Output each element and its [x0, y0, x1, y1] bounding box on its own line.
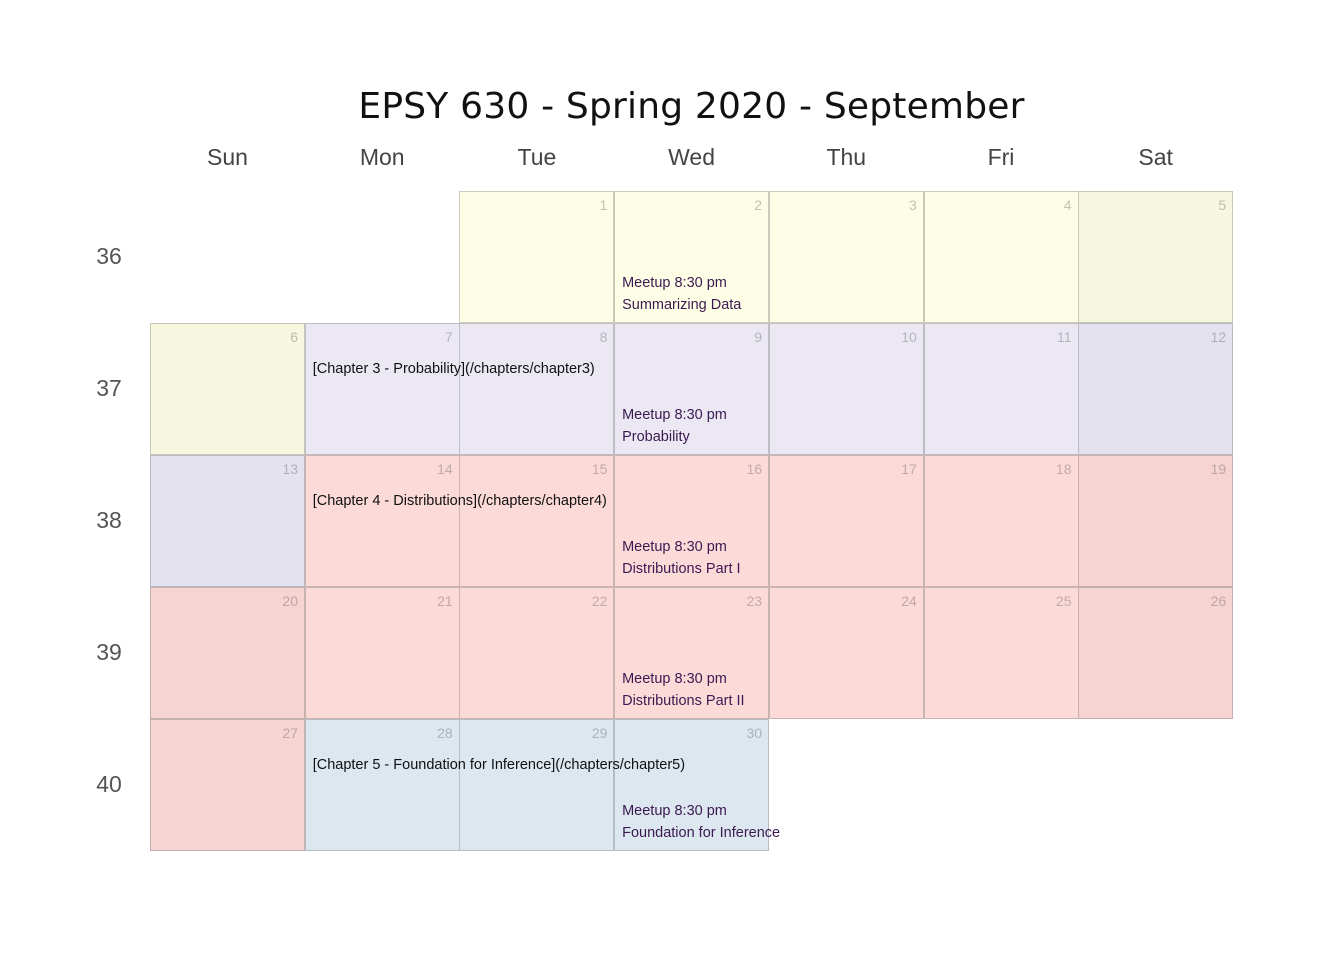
day-cell[interactable]: [924, 323, 1079, 455]
day-cell[interactable]: [305, 323, 460, 455]
day-number: 8: [599, 329, 608, 345]
day-number: 29: [591, 725, 608, 741]
day-cell[interactable]: [305, 719, 460, 851]
day-number: 23: [746, 593, 763, 609]
day-cell[interactable]: [150, 455, 305, 587]
day-number: 24: [901, 593, 917, 609]
day-number: 14: [437, 461, 453, 477]
meetup-topic: Probability: [622, 429, 690, 445]
meetup-time: Meetup 8:30 pm: [622, 539, 727, 555]
day-cell[interactable]: [150, 587, 305, 719]
week-number: 37: [96, 375, 122, 401]
chapter-link[interactable]: [Chapter 4 - Distributions](/chapters/chapter4): [312, 493, 607, 509]
day-cell[interactable]: [305, 455, 460, 587]
day-number: 11: [1056, 329, 1072, 345]
week-number: 40: [96, 771, 122, 797]
day-number: 6: [290, 329, 298, 345]
weekday-header-sat: Sat: [1138, 144, 1173, 170]
day-cell[interactable]: [459, 323, 614, 455]
week-number: 36: [96, 243, 122, 269]
day-number: 26: [1210, 593, 1227, 609]
day-number: 22: [591, 593, 608, 609]
week-number: 39: [96, 639, 122, 665]
weekday-header-thu: Thu: [826, 144, 867, 170]
day-number: 30: [746, 725, 763, 741]
day-number: 1: [599, 197, 608, 213]
day-number: 9: [754, 329, 763, 345]
day-number: 17: [901, 461, 917, 477]
weekday-header-sun: Sun: [207, 144, 248, 170]
meetup-topic: Summarizing Data: [622, 297, 742, 313]
day-number: 10: [901, 329, 917, 345]
day-cell[interactable]: [459, 455, 614, 587]
day-cell[interactable]: [305, 587, 460, 719]
meetup-event[interactable]: [622, 668, 745, 712]
meetup-time: Meetup 8:30 pm: [622, 671, 727, 687]
weekday-header-wed: Wed: [668, 144, 716, 170]
day-cell[interactable]: [150, 719, 305, 851]
chapter-link[interactable]: [Chapter 3 - Probability](/chapters/chapter3): [312, 361, 595, 377]
meetup-time: Meetup 8:30 pm: [622, 407, 727, 423]
weekday-header-tue: Tue: [517, 144, 557, 170]
meetup-time: Meetup 8:30 pm: [622, 803, 727, 819]
day-number: 2: [754, 197, 763, 213]
day-number: 21: [437, 593, 453, 609]
chapter-link[interactable]: [Chapter 5 - Foundation for Inference](/chapters/chapter5): [312, 757, 686, 773]
day-number: 3: [909, 197, 917, 213]
meetup-time: Meetup 8:30 pm: [622, 275, 727, 291]
meetup-topic: Foundation for Inference: [622, 825, 781, 841]
day-number: 27: [282, 725, 298, 741]
meetup-topic: Distributions Part II: [622, 693, 745, 709]
weekday-header-fri: Fri: [987, 144, 1015, 170]
day-cell[interactable]: [1078, 455, 1233, 587]
day-cell[interactable]: [459, 719, 614, 851]
day-number: 12: [1210, 329, 1227, 345]
meetup-event[interactable]: [622, 272, 741, 316]
calendar-title: EPSY 630 - Spring 2020 - September: [358, 86, 1025, 127]
day-cell[interactable]: [150, 323, 305, 455]
weekday-header-mon: Mon: [359, 144, 405, 170]
meetup-event[interactable]: [622, 536, 740, 580]
day-cell[interactable]: [459, 587, 614, 719]
day-cell[interactable]: [769, 323, 924, 455]
day-number: 7: [444, 329, 453, 345]
meetup-topic: Distributions Part I: [622, 561, 741, 577]
day-cell[interactable]: [1078, 587, 1233, 719]
day-cell[interactable]: [1078, 191, 1233, 323]
day-number: 18: [1055, 461, 1072, 477]
meetup-event[interactable]: [622, 404, 727, 448]
day-number: 13: [282, 461, 298, 477]
day-cell[interactable]: [924, 587, 1079, 719]
day-cell[interactable]: [769, 587, 924, 719]
day-cell[interactable]: [924, 455, 1079, 587]
day-number: 19: [1210, 461, 1227, 477]
day-cell[interactable]: [924, 191, 1079, 323]
week-number: 38: [96, 507, 122, 533]
day-cell[interactable]: [1078, 323, 1233, 455]
day-number: 25: [1055, 593, 1072, 609]
day-number: 5: [1218, 197, 1227, 213]
meetup-event[interactable]: [622, 800, 780, 844]
day-number: 15: [591, 461, 608, 477]
day-cell[interactable]: [769, 191, 924, 323]
day-number: 28: [437, 725, 453, 741]
day-cell[interactable]: [459, 191, 614, 323]
day-cell[interactable]: [769, 455, 924, 587]
day-number: 4: [1063, 197, 1072, 213]
day-number: 16: [746, 461, 763, 477]
day-number: 20: [282, 593, 298, 609]
